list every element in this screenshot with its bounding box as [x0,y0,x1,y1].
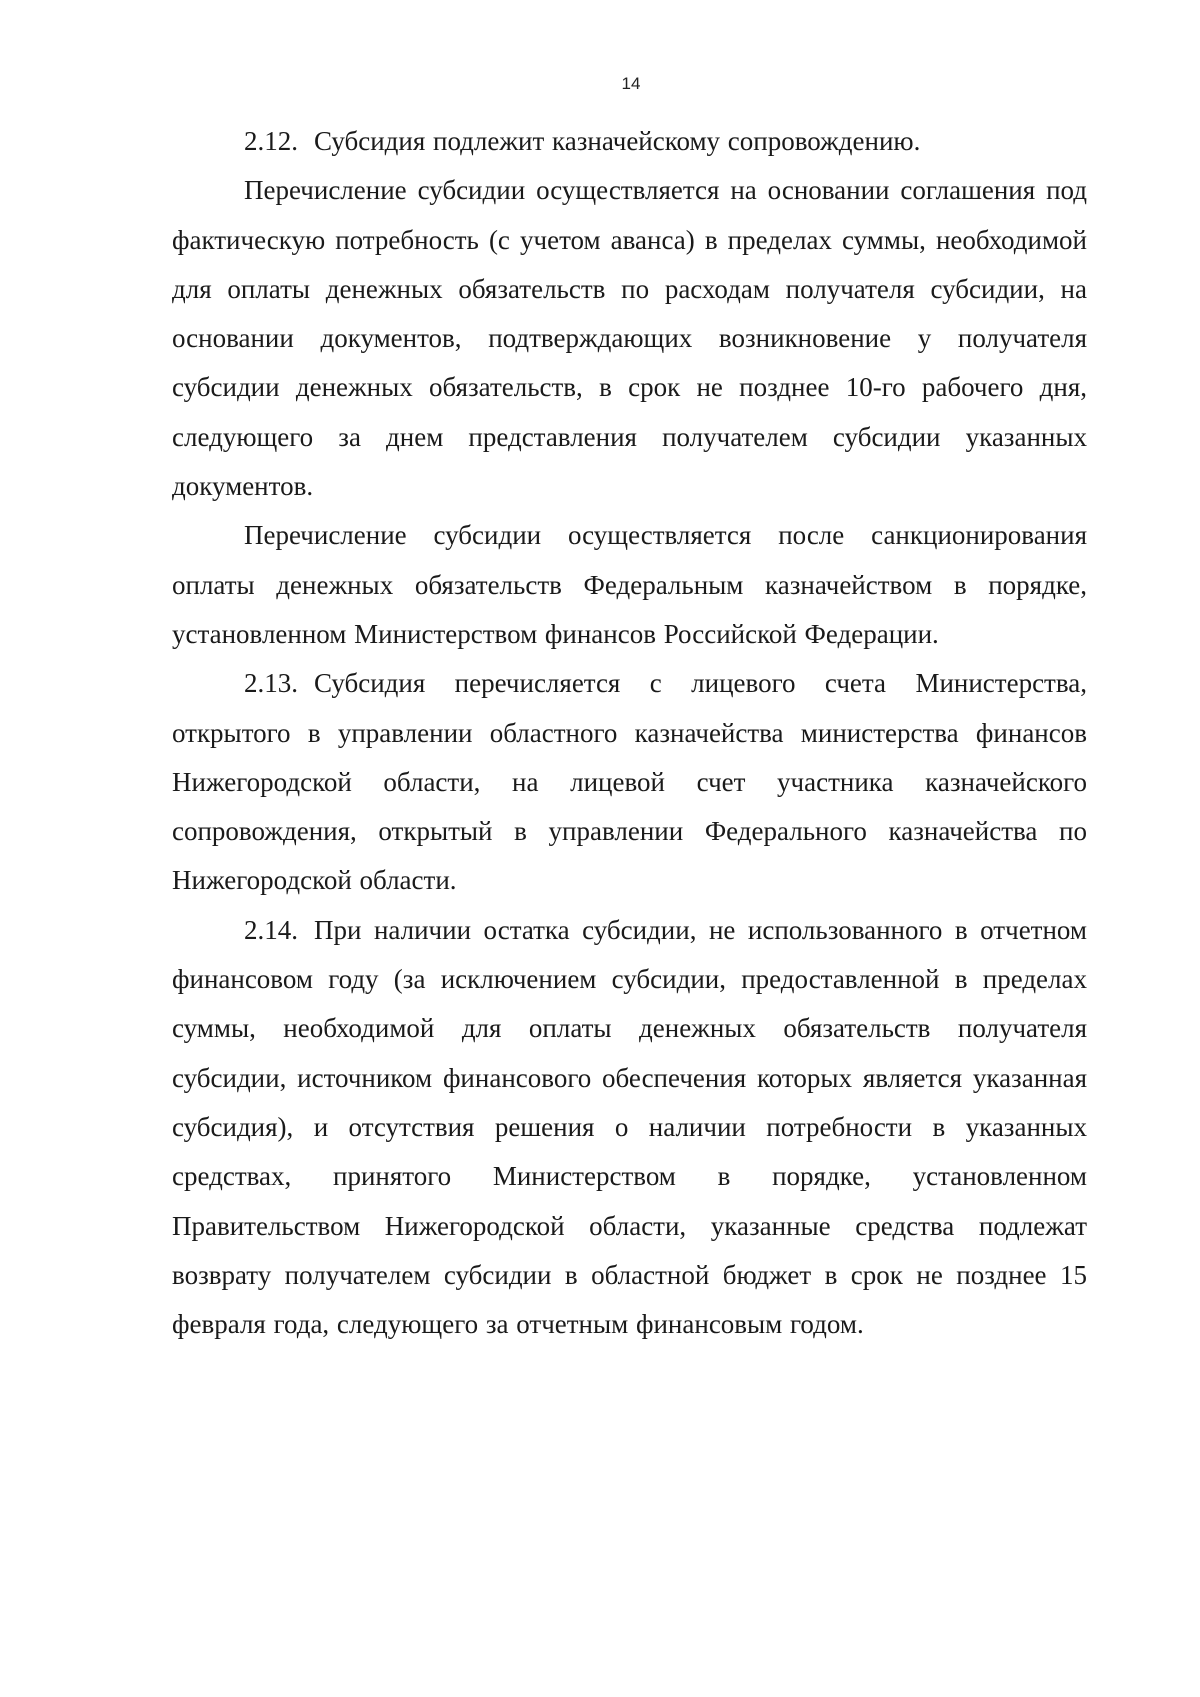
paragraph-text: Перечисление субсидии осуществляется на основании соглашения под фактическую потребность (с учетом аванса) в пределах суммы, необходимой для оплаты денежных обязательств по расходам получателя субсидии, на основании документов, подтверждающих возникновение у получателя субсидии денежных обязательств, в срок не позднее 10-го рабочего дня, следующего за днем представления получателем субсидии указанных документов. [172,175,1087,502]
paragraph-transfer-basis [172,166,1087,511]
clause-number: 2.12. [244,126,298,156]
document-body [172,117,1087,1349]
paragraph-2-13 [172,659,1087,905]
paragraph-text: Субсидия перечисляется с лицевого счета Министерства, открытого в управлении областного казначейства министерства финансов Нижегородской области, на лицевой счет участника казначейского сопровождения, открытый в управлении Федерального казначейства по Нижегородской области. [172,668,1087,896]
paragraph-transfer-sanction [172,511,1087,659]
clause-number: 2.13. [244,668,298,699]
paragraph-text: Перечисление субсидии осуществляется после санкционирования оплаты денежных обязательств Федеральным казначейством в порядке, установленном Министерством финансов Российской Федерации. [172,520,1087,649]
paragraph-2-12 [172,117,1087,166]
paragraph-text: При наличии остатка субсидии, не использованного в отчетном финансовом году (за исключением субсидии, предоставленной в пределах суммы, необходимой для оплаты денежных обязательств получателя субсидии, источником финансового обеспечения которых является указанная субсидия), и отсутствия решения о наличии потребности в указанных средствах, принятого Министерством в порядке, установленном Правительством Нижегородской области, указанные средства подлежат возврату получателем субсидии в областной бюджет в срок не позднее 15 февраля года, следующего за отчетным финансовым годом. [172,914,1087,1340]
paragraph-text: Субсидия подлежит казначейскому сопровождению. [314,126,921,156]
paragraph-2-14 [172,906,1087,1350]
page-number: 14 [621,74,641,93]
clause-number: 2.14. [244,914,298,945]
